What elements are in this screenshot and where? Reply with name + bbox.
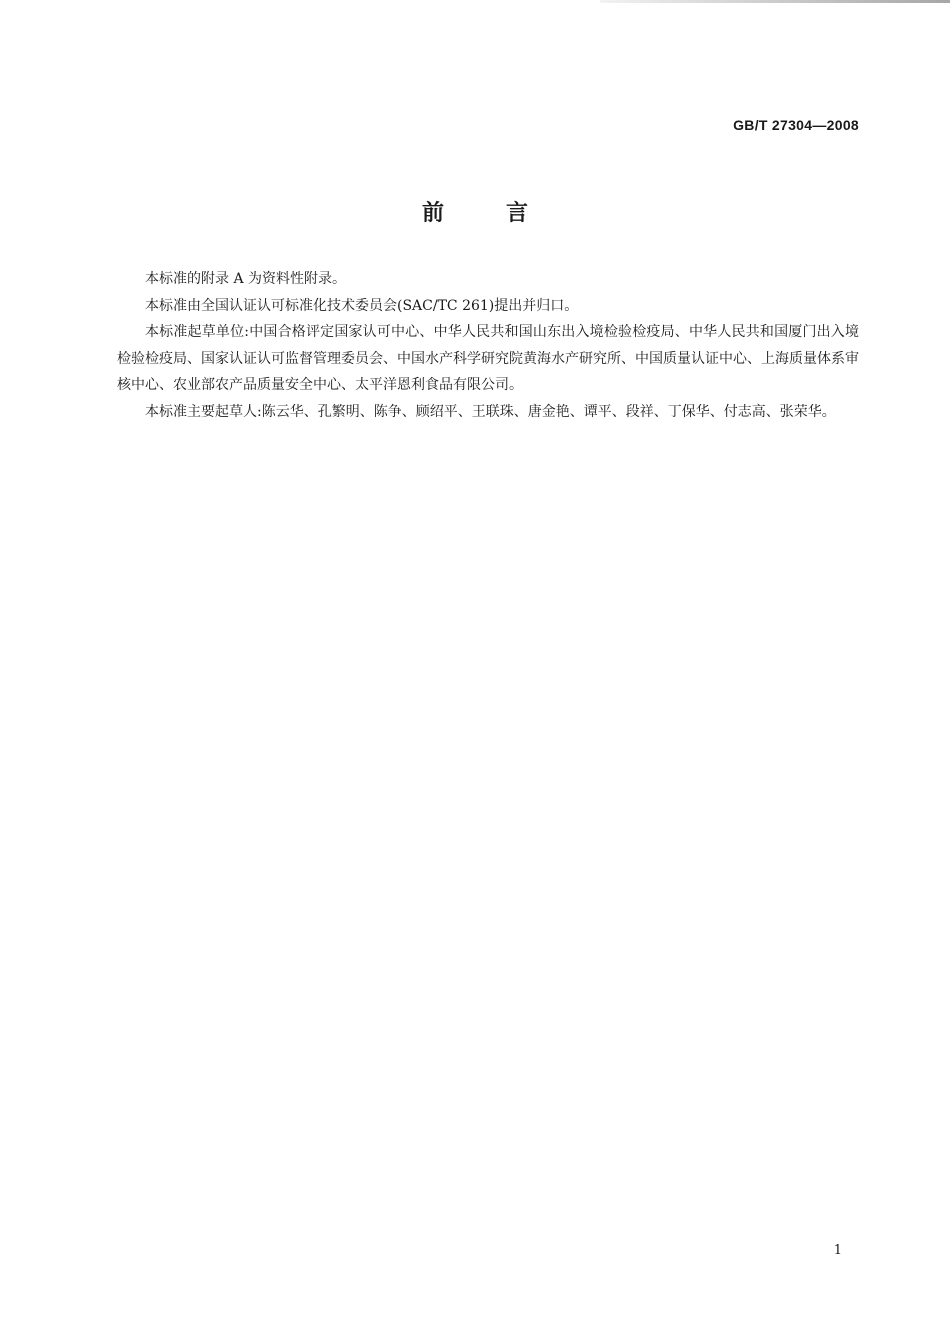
standard-code: GB/T 27304—2008 bbox=[733, 117, 859, 133]
page-number: 1 bbox=[833, 1243, 842, 1258]
paragraph-drafters: 本标准主要起草人:陈云华、孔繁明、陈争、顾绍平、王联珠、唐金艳、谭平、段祥、丁保华、付志高、张荣华。 bbox=[145, 403, 836, 420]
paragraph-proposer: 本标准由全国认证认可标准化技术委员会(SAC/TC 261)提出并归口。 bbox=[145, 297, 579, 314]
foreword-body bbox=[117, 266, 859, 425]
scan-edge-shadow bbox=[600, 0, 950, 3]
page-title: 前言 bbox=[421, 201, 590, 226]
paragraph-drafting-units: 本标准起草单位:中国合格评定国家认可中心、中华人民共和国山东出入境检验检疫局、中华人民共和国厦门出入境检验检疫局、国家认证认可监督管理委员会、中国水产科学研究院黄海水产研究所、中国质量认证中心、上海质量体系审核中心、农业部农产品质量安全中心、太平洋恩利食品有限公司。 bbox=[117, 324, 859, 393]
paragraph-appendix: 本标准的附录 A 为资料性附录。 bbox=[145, 271, 347, 287]
